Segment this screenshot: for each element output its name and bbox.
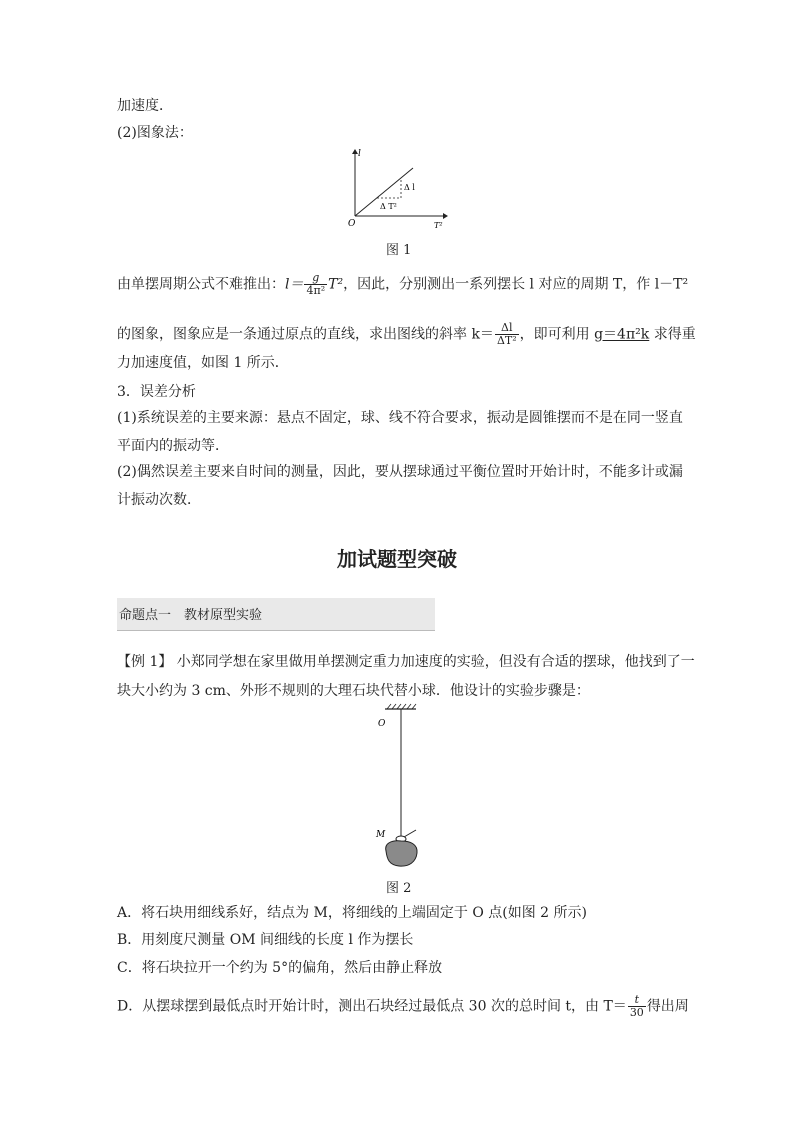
text-line: 的图象，图象应是一条通过原点的直线，求出图线的斜率 k＝ $\frac{\Delta l}{\text{ΔT²}}$ ，即可利用 g＝4π²k 求得重 (117, 321, 696, 347)
point-o-label: O (378, 719, 386, 729)
point-m-label: M (376, 830, 386, 840)
option-d: D．从摆球摆到最低点时开始计时，测出石块经过最低点 30 次的总时间 t，由 T＝ $\frac{t}{30}$ 得出周 (117, 993, 689, 1019)
fraction: $\frac{t}{30}$ (629, 993, 644, 1019)
fraction: $\frac{\Delta l}{\text{ΔT²}}$ (496, 321, 517, 347)
section-heading-3: 3．误差分析 (117, 384, 196, 400)
delta-t-label: Δ T² (380, 202, 397, 211)
delta-l-label: Δ l (404, 183, 415, 192)
figure-1-graph (340, 146, 450, 230)
example-text: 块大小约为 3 cm、外形不规则的大理石块代替小球．他设计的实验步骤是： (117, 683, 590, 699)
text-line: 由单摆周期公式不难推出：l＝ $\frac{g}{\text{4π²}}$ T²，因此，分别测出一系列摆长 l 对应的周期 T，作 l－T² (117, 271, 689, 297)
fraction: $\frac{g}{\text{4π²}}$ (306, 271, 326, 297)
figure-1-caption: 图 1 (386, 243, 412, 258)
option-b: B．用刻度尺测量 OM 间细线的长度 l 作为摆长 (117, 932, 414, 948)
text-line: 计振动次数． (117, 492, 201, 508)
option-c: C．将石块拉开一个约为 5°的偏角，然后由静止释放 (117, 960, 443, 976)
topic-bar-label: 命题点一 教材原型实验 (119, 608, 263, 623)
origin-label: O (348, 219, 356, 229)
x-axis-label: T² (434, 221, 443, 230)
option-a: A．将石块用细线系好，结点为 M，将细线的上端固定于 O 点(如图 2 所示) (117, 905, 588, 921)
section-title: 加试题型突破 (337, 547, 457, 571)
topic-bar (117, 598, 435, 631)
figure-2-caption: 图 2 (386, 881, 412, 896)
text-line: 力加速度值，如图 1 所示． (117, 355, 289, 371)
figure-2-pendulum (370, 703, 430, 873)
y-axis-label: l (358, 149, 361, 159)
text-line: (1)系统误差的主要来源：悬点不固定，球、线不符合要求，振动是圆锥摆而不是在同一竖直 (117, 410, 683, 426)
text-line: 平面内的振动等． (117, 438, 229, 454)
text-line: (2)图象法： (117, 125, 193, 141)
example-text: 【例 1】 小郑同学想在家里做用单摆测定重力加速度的实验，但没有合适的摆球，他找到了一 (117, 654, 695, 670)
text-line: 加速度． (117, 98, 173, 114)
text-line: (2)偶然误差主要来自时间的测量，因此，要从摆球通过平衡位置时开始计时，不能多计或漏 (117, 464, 683, 480)
